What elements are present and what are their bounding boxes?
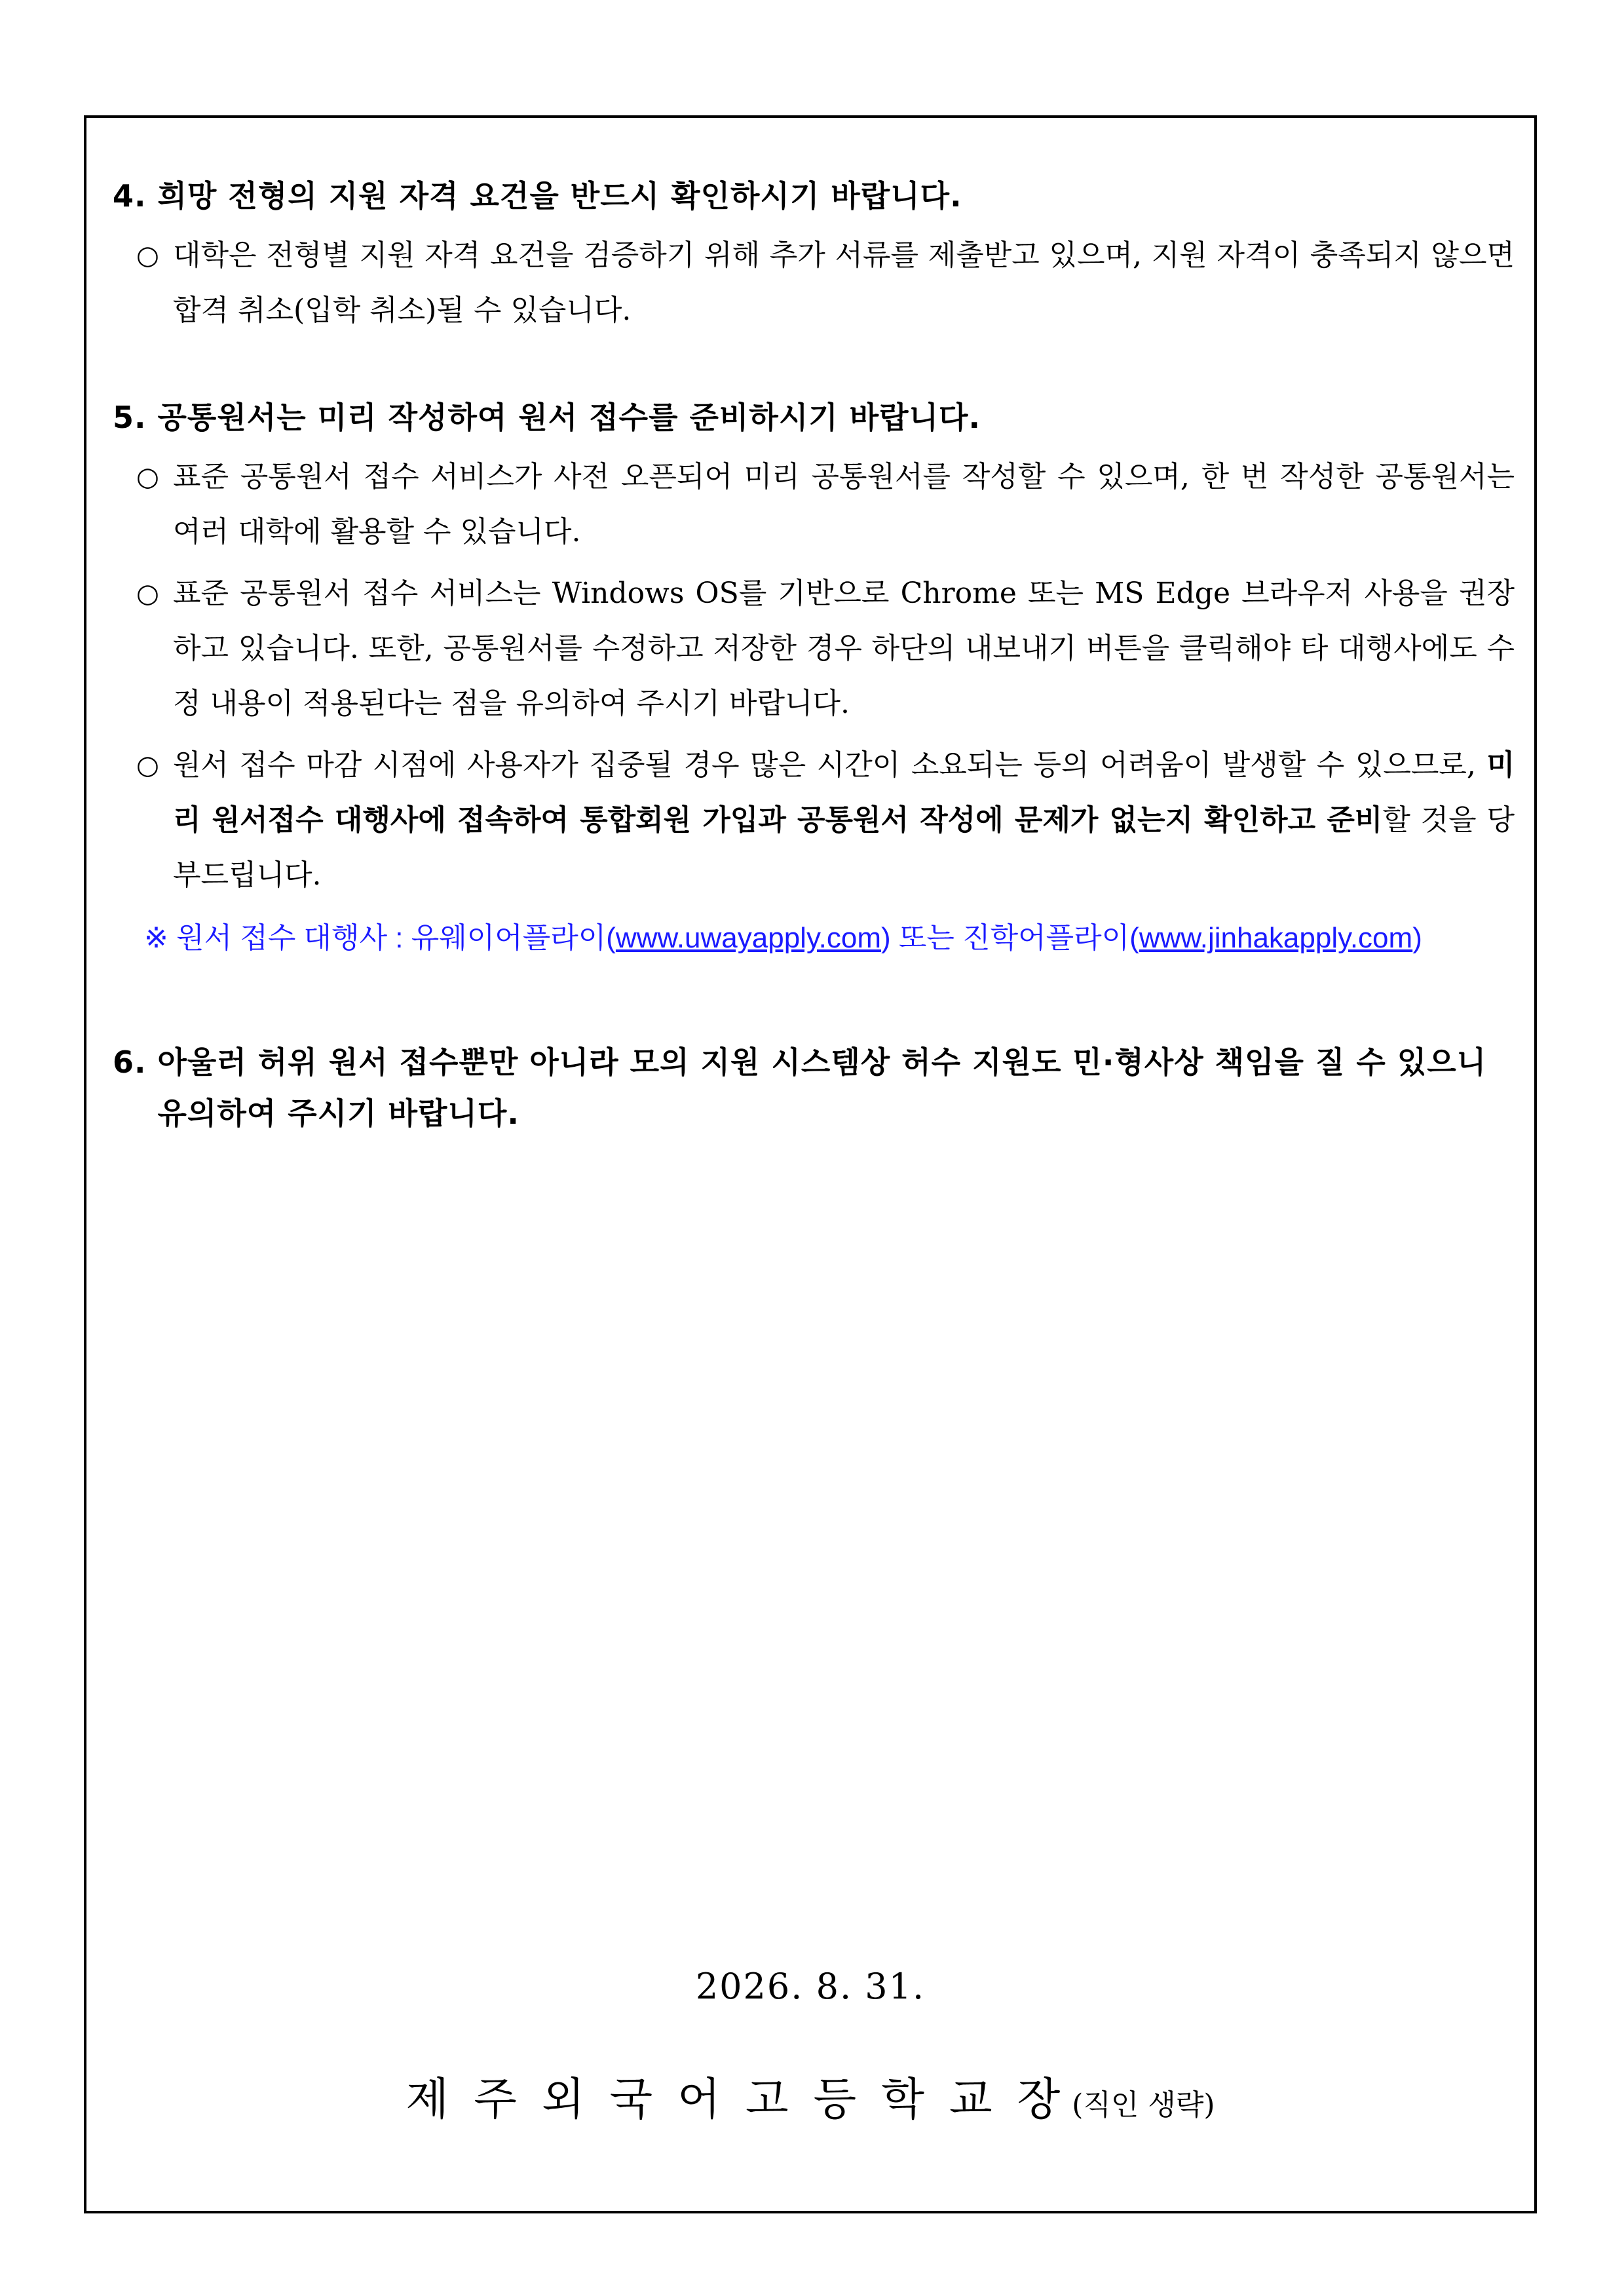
document-frame — [84, 115, 1537, 2213]
list-item — [113, 738, 1515, 903]
note-prefix: ※ 원서 접수 대행사 : 유웨이어플라이( — [144, 922, 616, 954]
seal-omitted-note: (직인 생략) — [1072, 2088, 1215, 2122]
school-principal-name: 제주외국어고등학교장 — [406, 2074, 1086, 2126]
item-text-emphasis: 미리 원서접수 대행사에 접속하여 통합회원 가입과 공통원서 작성에 문제가 없는지 확인하고 준비 — [173, 748, 1515, 837]
signature-block — [86, 2064, 1534, 2128]
section-6 — [113, 1037, 1515, 1139]
section-heading — [113, 1037, 1515, 1139]
item-text: 할 것을 당부드립니다. — [173, 803, 1515, 892]
section-number: 5. — [113, 400, 158, 435]
bullet-circle-icon: ○ — [136, 579, 159, 609]
section-heading — [113, 392, 1515, 443]
section-4 — [113, 170, 1515, 338]
section-title: 희망 전형의 지원 자격 요건을 반드시 확인하시기 바랍니다. — [157, 178, 962, 214]
agency-note — [113, 912, 1515, 965]
item-text: 원서 접수 마감 시점에 사용자가 집중될 경우 많은 시간이 소요되는 등의 어려움이 발생할 수 있으므로, — [173, 748, 1487, 782]
bullet-circle-icon: ○ — [136, 462, 159, 492]
section-title: 공통원서는 미리 작성하여 원서 접수를 준비하시기 바랍니다. — [157, 400, 981, 435]
uwayapply-link[interactable]: www.uwayapply.com — [615, 922, 882, 954]
section-heading — [113, 170, 1515, 221]
item-text: 대학은 전형별 지원 자격 요건을 검증하기 위해 추가 서류를 제출받고 있으며, 지원 자격이 충족되지 않으면 합격 취소(입학 취소)될 수 있습니다. — [173, 239, 1515, 327]
item-text: 표준 공통원서 접수 서비스는 Windows OS를 기반으로 Chrome 또는 MS Edge 브라우저 사용을 권장하고 있습니다. 또한, 공통원서를 수정하고 저장한 경우 하단의 내보내기 버튼을 클릭해야 타 대행사에도 수정 내용이 적용된다는 점을 유의하여 주시기 바랍니다. — [173, 577, 1515, 720]
list-item — [113, 450, 1515, 560]
note-suffix: ) — [1412, 922, 1422, 954]
bullet-circle-icon: ○ — [136, 240, 159, 271]
section-title: 아울러 허위 원서 접수뿐만 아니라 모의 지원 시스템상 허수 지원도 민·형사상 책임을 질 수 있으니 유의하여 주시기 바랍니다. — [157, 1044, 1487, 1131]
list-item — [113, 228, 1515, 338]
section-number: 6. — [113, 1044, 158, 1080]
document-date: 2026. 8. 31. — [695, 1966, 926, 2007]
list-item — [113, 566, 1515, 731]
note-middle: ) 또는 진학어플라이( — [881, 922, 1139, 954]
jinhakapply-link[interactable]: www.jinhakapply.com — [1139, 922, 1413, 954]
bullet-circle-icon: ○ — [136, 750, 159, 780]
section-5 — [113, 392, 1515, 965]
item-text: 표준 공통원서 접수 서비스가 사전 오픈되어 미리 공통원서를 작성할 수 있으며, 한 번 작성한 공통원서는 여러 대학에 활용할 수 있습니다. — [173, 460, 1515, 548]
section-number: 4. — [113, 178, 158, 214]
